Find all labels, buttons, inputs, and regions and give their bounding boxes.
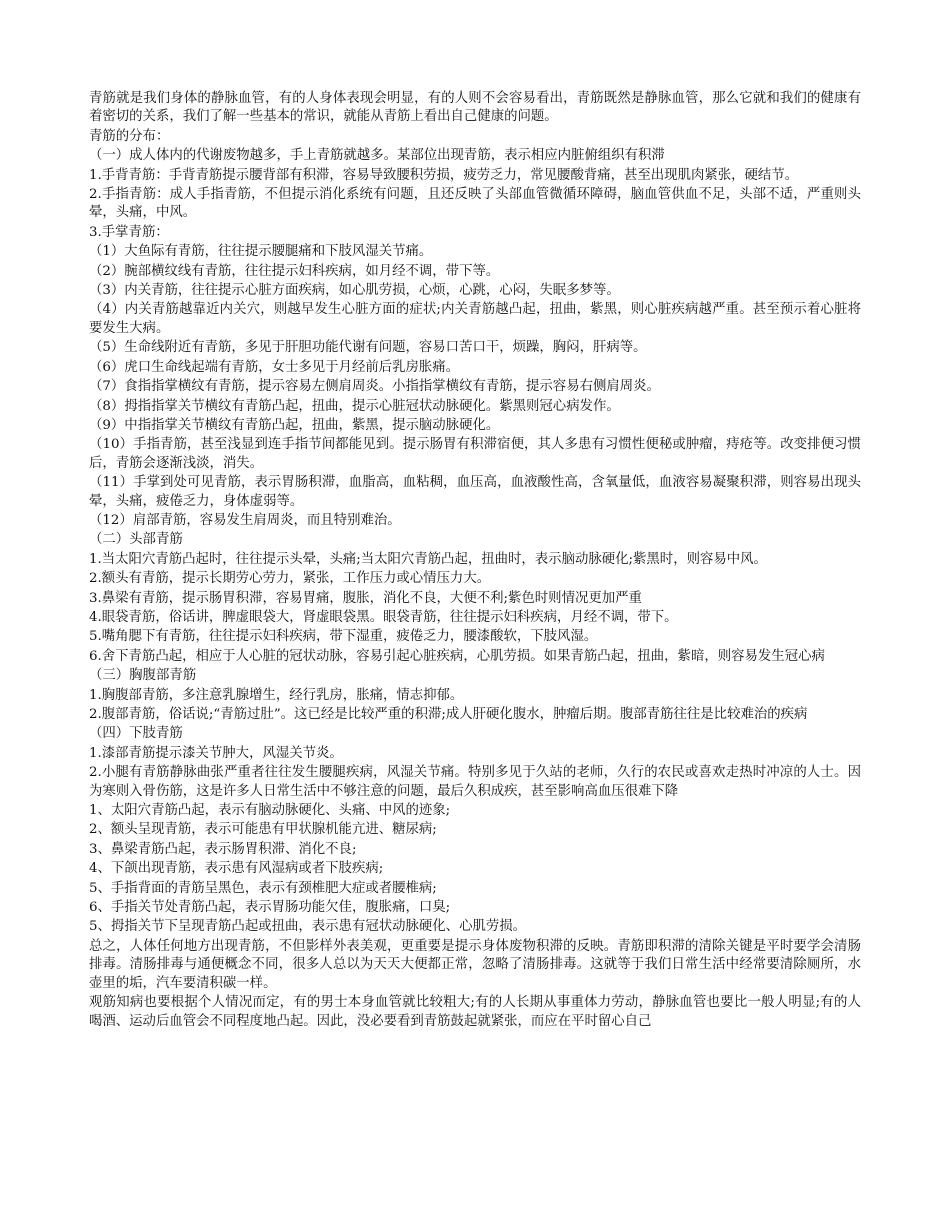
paragraph: 2.手指青筋：成人手指青筋，不但提示消化系统有问题，且还反映了头部血管微循环障碍，脑血管供血不足，头部不适，严重则头晕，头痛，中风。	[89, 187, 861, 221]
paragraph: （1）大鱼际有青筋，往往提示腰腿痛和下肢风湿关节痛。	[89, 244, 433, 260]
paragraph: 6、手指关节处青筋凸起，表示胃肠功能欠佳，腹胀痛，口臭;	[89, 900, 451, 916]
paragraph: 1.当太阳穴青筋凸起时，往往提示头晕，头痛;当太阳穴青筋凸起，扭曲时，表示脑动脉硬化;紫黑时，则容易中风。	[89, 551, 767, 567]
paragraph: （一）成人体内的代谢废物越多，手上青筋就越多。某部位出现青筋，表示相应内脏俯组织有积滞	[89, 148, 665, 164]
paragraph: 3、鼻梁青筋凸起，表示肠胃积滞、消化不良;	[89, 841, 357, 857]
paragraph: 2.小腿有青筋静脉曲张严重者往往发生腰腿疾病，风湿关节痛。特别多见于久站的老师，久行的农民或喜欢走热时冲凉的人士。因为寒则入骨伤筋，这是许多人日常生活中不够注意的问题，最后久积成疾，甚至影响高血压很难下降	[89, 765, 861, 799]
paragraph: （2）腕部横纹线有青筋，往往提示妇科疾病，如月经不调，带下等。	[89, 263, 500, 279]
paragraph: 1.胸腹部青筋，多注意乳腺增生，经行乳房，胀痛，情志抑郁。	[89, 687, 464, 703]
paragraph: 5.嘴角腮下有青筋，往往提示妇科疾病，带下湿重，疲倦乏力，腰漆酸软，下肢风湿。	[89, 629, 598, 645]
paragraph: 5、手指背面的青筋呈黑色，表示有颈椎肥大症或者腰椎病;	[89, 880, 437, 896]
paragraph: （8）拇指指掌关节横纹有青筋凸起，扭曲，提示心脏冠状动脉硬化。紫黑则冠心病发作。	[89, 398, 620, 414]
paragraph: 3.鼻梁有青筋，提示肠胃积滞，容易胃痛，腹胀，消化不良，大便不利;紫色时则情况更加严重	[89, 590, 642, 606]
paragraph: （4）内关青筋越靠近内关穴，则越早发生心脏方面的症状;内关青筋越凸起，扭曲，紫黑，则心脏疾病越严重。甚至预示着心脏将要发生大病。	[89, 302, 861, 336]
paragraph: （10）手指青筋，甚至浅显到连手指节间都能见到。提示肠胃有积滞宿便，其人多患有习惯性便秘或肿瘤，痔疮等。改变排便习惯后，青筋会逐渐浅淡，消失。	[89, 437, 861, 471]
paragraph: 4、下颌出现青筋，表示患有风湿病或者下肢疾病;	[89, 861, 384, 877]
paragraph: （9）中指指掌关节横纹有青筋凸起，扭曲，紫黑，提示脑动脉硬化。	[89, 417, 500, 433]
paragraph: （三）胸腹部青筋	[89, 668, 197, 684]
paragraph: 青筋的分布：	[89, 128, 170, 144]
paragraph: 6.舍下青筋凸起，相应于人心脏的冠状动脉，容易引起心脏疾病，心肌劳损。如果青筋凸起，扭曲，紫暗，则容易发生冠心病	[89, 648, 825, 664]
paragraph: 1.手背青筋：手背青筋提示腰背部有积滞，容易导致腰积劳损，疲劳乏力，常见腰酸背痛，甚至出现肌肉紧张，硬结节。	[89, 167, 799, 183]
paragraph: 5、拇指关节下呈现青筋凸起或扭曲，表示患有冠状动脉硬化、心肌劳损。	[89, 919, 527, 935]
article-body	[89, 90, 861, 1032]
paragraph: （3）内关青筋，往往提示心脏方面疾病，如心肌劳损，心烦，心跳，心闷，失眠多梦等。	[89, 283, 620, 299]
paragraph: 2、额头呈现青筋，表示可能患有甲状腺机能亢进、糖尿病;	[89, 822, 437, 838]
paragraph: （四）下肢青筋	[89, 726, 183, 742]
paragraph: （二）头部青筋	[89, 532, 183, 548]
paragraph: 青筋就是我们身体的静脉血管，有的人身体表现会明显，有的人则不会容易看出，青筋既然是静脉血管，那么它就和我们的健康有着密切的关系，我们了解一些基本的常识，就能从青筋上看出自己健康的问题。	[89, 91, 861, 125]
paragraph: 1.漆部青筋提示漆关节肿大，风湿关节炎。	[89, 745, 343, 761]
paragraph: 3.手掌青筋：	[89, 224, 169, 240]
paragraph: 4.眼袋青筋，俗话讲，脾虚眼袋大，肾虚眼袋黑。眼袋青筋，往往提示妇科疾病，月经不调，带下。	[89, 609, 678, 625]
paragraph: 2.腹部青筋，俗话说;“青筋过肚”。这已经是比较严重的积滞;成人肝硬化腹水，肿瘤后期。腹部青筋往往是比较难治的疾病	[89, 707, 808, 722]
paragraph: （12）肩部青筋，容易发生肩周炎，而且特别难治。	[89, 512, 401, 528]
paragraph: （7）食指指掌横纹有青筋，提示容易左侧肩周炎。小指指掌横纹有青筋，提示容易右侧肩周炎。	[89, 379, 660, 395]
paragraph: 观筋知病也要根据个人情况而定，有的男士本身血管就比较粗大;有的人长期从事重体力劳动，静脉血管也要比一般人明显;有的人喝酒、运动后血管会不同程度地凸起。因此，没必要看到青筋鼓起就紧张，而应在平时留心自己	[89, 995, 861, 1029]
paragraph: （5）生命线附近有青筋，多见于肝胆功能代谢有问题，容易口苦口干，烦躁，胸闷，肝病等。	[89, 340, 647, 356]
paragraph: （11）手掌到处可见青筋，表示胃肠积滞，血脂高，血粘稠，血压高，血液酸性高，含氧量低，血液容易凝聚积滞，则容易出现头晕，头痛，疲倦乏力，身体虚弱等。	[89, 475, 861, 509]
paragraph: 总之，人体任何地方出现青筋，不但影样外表美观，更重要是提示身体废物积滞的反映。青筋即积滞的清除关键是平时要学会清肠排毒。清肠排毒与通便概念不同，很多人总以为天天大便都正常，忽略了清肠排毒。这就等于我们日常生活中经常要清除厕所，水壶里的垢，汽车要清积碳一样。	[89, 938, 861, 991]
paragraph: 1、太阳穴青筋凸起，表示有脑动脉硬化、头痛、中风的迹象;	[89, 803, 451, 819]
paragraph: 2.额头有青筋，提示长期劳心劳力，紧张，工作压力或心情压力大。	[89, 571, 491, 587]
paragraph: （6）虎口生命线起端有青筋，女士多见于月经前后乳房胀痛。	[89, 359, 460, 375]
